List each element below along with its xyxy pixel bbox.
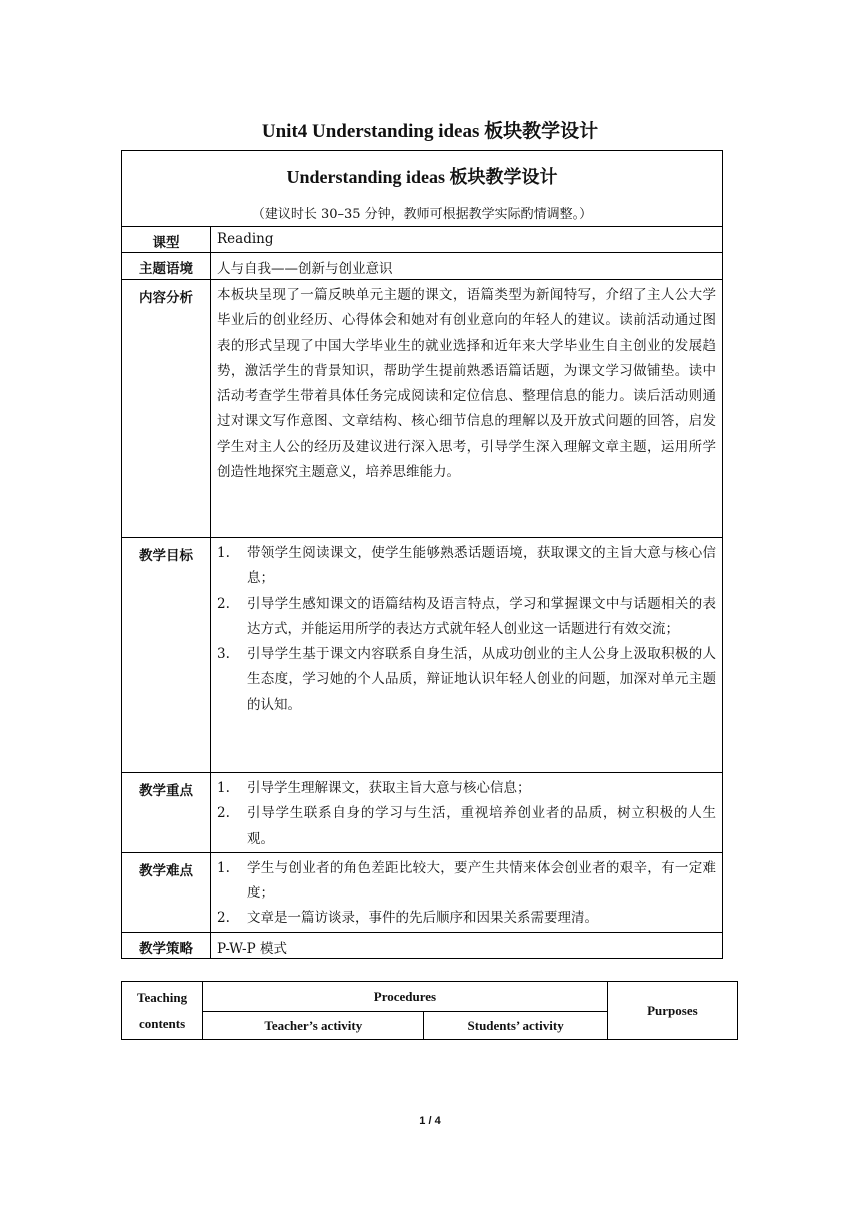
table-row <box>122 227 723 253</box>
row-label: 教学重点 <box>122 773 211 853</box>
row-label: 主题语境 <box>122 253 211 280</box>
lesson-plan-table <box>121 150 723 959</box>
list-item: 3. 引导学生基于课文内容联系自身生活，从成功创业的主人公身上汲取积极的人生态度，学习她的个人品质，辩证地认识年轻人创业的问题，加深对单元主题的认知。 <box>217 646 716 713</box>
row-list-cell <box>211 538 723 773</box>
table-header-row <box>122 151 723 227</box>
table-row <box>122 253 723 280</box>
row-label: 内容分析 <box>122 280 211 538</box>
procedures-table <box>121 981 738 1040</box>
key-points-list <box>217 776 716 852</box>
row-value: P-W-P 模式 <box>211 932 723 958</box>
row-list-cell <box>211 852 723 932</box>
purposes-header: Purposes <box>607 982 737 1040</box>
list-item: 1. 学生与创业者的角色差距比较大，要产生共情来体会创业者的艰辛，有一定难度； <box>217 859 716 902</box>
table-row <box>122 280 723 538</box>
goals-list <box>217 541 716 718</box>
list-item: 2. 引导学生联系自身的学习与生活，重视培养创业者的品质，树立积极的人生观。 <box>217 805 716 847</box>
table-subtitle: （建议时长 30–35 分钟，教师可根据教学实际酌情调整。） <box>251 207 593 222</box>
table-header-cell <box>122 151 723 227</box>
row-value: 本板块呈现了一篇反映单元主题的课文，语篇类型为新闻特写，介绍了主人公大学毕业后的创业经历、心得体会和她对有创业意向的年轻人的建议。读前活动通过图表的形式呈现了中国大学毕业生的就业选择和近年来大学毕业生自主创业的发展趋势，激活学生的背景知识，帮助学生提前熟悉语篇话题，为课文学习做铺垫。读中活动考查学生带着具体任务完成阅读和定位信息、整理信息的能力。读后活动则通过对课文写作意图、文章结构、核心细节信息的理解以及开放式问题的回答，启发学生对主人公的经历及建议进行深入思考，引导学生深入理解文章主题，运用所学创造性地探究主题意义，培养思维能力。 <box>211 280 723 538</box>
list-item: 1. 带领学生阅读课文，使学生能够熟悉话题语境，获取课文的主旨大意与核心信息； <box>217 545 716 587</box>
row-label: 教学难点 <box>122 852 211 932</box>
row-label: 教学目标 <box>122 538 211 773</box>
row-value: Reading <box>211 227 723 253</box>
table-row <box>122 852 723 932</box>
row-list-cell <box>211 773 723 853</box>
teachers-activity-header: Teacher’s activity <box>203 1012 424 1040</box>
table-title: Understanding ideas 板块教学设计 <box>286 167 558 187</box>
difficulties-list <box>217 856 716 932</box>
teaching-contents-header: Teaching contents <box>122 982 203 1040</box>
table-row <box>122 538 723 773</box>
table-row <box>122 773 723 853</box>
row-label: 课型 <box>122 227 211 253</box>
students-activity-header: Students’ activity <box>424 1012 607 1040</box>
row-label: 教学策略 <box>122 932 211 958</box>
table-row <box>122 982 738 1012</box>
list-item: 2. 引导学生感知课文的语篇结构及语言特点，学习和掌握课文中与话题相关的表达方式，并能运用所学的表达方式就年轻人创业这一话题进行有效交流； <box>217 595 716 637</box>
page-number: 1 / 4 <box>419 1115 441 1127</box>
list-item: 1. 引导学生理解课文，获取主旨大意与核心信息； <box>217 780 531 796</box>
list-item: 2. 文章是一篇访谈录，事件的先后顺序和因果关系需要理清。 <box>217 910 598 927</box>
table-row <box>122 932 723 958</box>
procedures-header: Procedures <box>203 982 608 1012</box>
page-title: Unit4 Understanding ideas 板块教学设计 <box>261 121 599 142</box>
row-value: 人与自我——创新与创业意识 <box>211 253 723 280</box>
